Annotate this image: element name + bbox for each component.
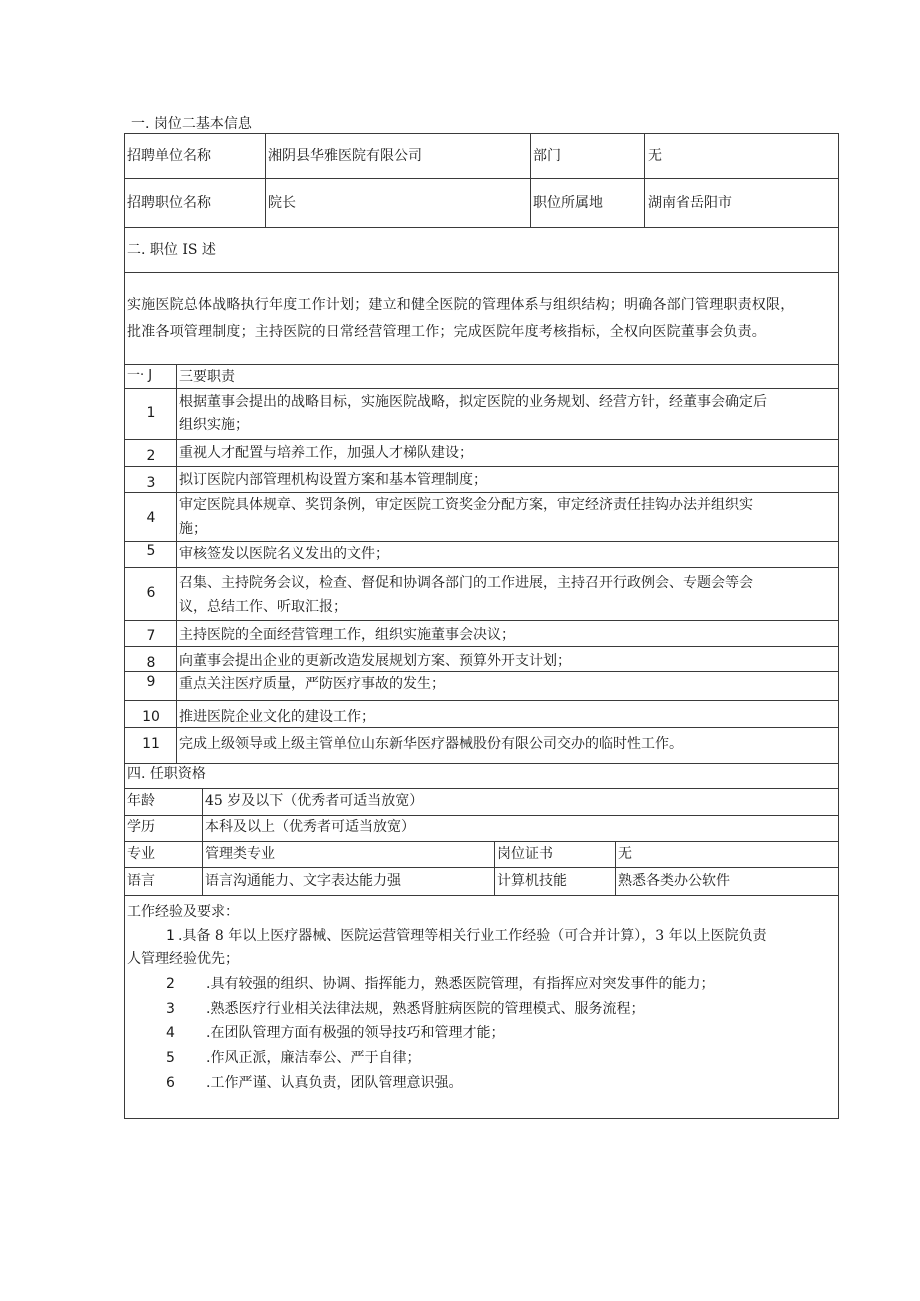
duty-text: 重点关注医疗质量，严防医疗事故的发生； [179, 676, 445, 692]
exp-number: 6 [166, 1075, 175, 1091]
qual-rule [124, 841, 839, 842]
section2-title: 二. 职位 IS 述 [127, 242, 216, 258]
duties-title: 三要职责 [179, 369, 235, 385]
job-description-line: 实施医院总体战略执行年度工作计划；建立和健全医院的管理体系与组织结构；明确各部门管理职责权限， [127, 297, 795, 313]
age-label: 年龄 [127, 793, 155, 809]
exp-text: .具有较强的组织、协调、指挥能力，熟悉医院管理，有指挥应对突发事件的能力； [206, 976, 715, 992]
qual-rule [124, 867, 839, 868]
duty-text: 审核签发以医院名义发出的文件； [179, 546, 389, 562]
duty-rule [124, 671, 839, 672]
certificate-value: 无 [618, 846, 632, 862]
computer-skill-label: 计算机技能 [497, 873, 567, 889]
duty-text-cont: 施； [179, 521, 207, 537]
duty-number-divider [176, 364, 177, 763]
major-value: 管理类专业 [205, 846, 275, 862]
education-label: 学历 [127, 819, 155, 835]
exp-text: .在团队管理方面有极强的领导技巧和管理才能； [206, 1025, 505, 1041]
duty-text: 召集、主持院务会议，检查、督促和协调各部门的工作进展，主持召开行政例会、专题会等会 [179, 575, 753, 591]
job-description [127, 292, 839, 346]
duty-number: 3 [146, 475, 156, 491]
duty-text: 拟订医院内部管理机构设置方案和基本管理制度； [179, 472, 487, 488]
duty-rule [124, 466, 839, 467]
duty-number: 7 [146, 628, 156, 644]
duty-number: 1 [146, 405, 156, 421]
education-value: 本科及以上（优秀者可适当放宽） [205, 819, 415, 835]
duty-text: 完成上级领导或上级主管单位山东新华医疗器械股份有限公司交办的临时性工作。 [179, 736, 683, 752]
unit-name-value: 湘阴县华雅医院有限公司 [268, 148, 422, 164]
duty-number: 8 [146, 655, 156, 671]
duty-number: 4 [146, 510, 156, 526]
duty-rule [124, 727, 839, 728]
duty-text-cont: 组织实施； [179, 417, 249, 433]
duty-number: 11 [142, 736, 160, 752]
exp-number: 3 [166, 1001, 175, 1017]
table-border-right [838, 133, 839, 763]
qual-divider [202, 788, 203, 895]
exp-text: .工作严谨、认真负责，团队管理意识强。 [206, 1075, 463, 1091]
qual-rule [124, 815, 839, 816]
duty-rule [124, 439, 839, 440]
duty-rule [124, 567, 839, 568]
duty-rule [124, 492, 839, 493]
qual-rule [124, 788, 839, 789]
certificate-label: 岗位证书 [497, 846, 553, 862]
duty-text: 审定医院具体规章、奖罚条例，审定医院工资奖金分配方案，审定经济责任挂钩办法并组织实 [179, 497, 753, 513]
department-value: 无 [648, 148, 662, 164]
duty-text: 推进医院企业文化的建设工作； [179, 709, 375, 725]
duty-number: 2 [146, 448, 156, 464]
department-label: 部门 [533, 148, 561, 164]
exp-number: 1 [166, 928, 175, 944]
location-value: 湖南省岳阳市 [648, 195, 732, 211]
qual-divider [615, 841, 616, 895]
table-rule [124, 272, 839, 273]
duty-text: 向董事会提出企业的更新改造发展规划方案、预算外开支计划； [179, 653, 571, 669]
table-divider [644, 133, 645, 227]
language-label: 语言 [127, 873, 155, 889]
language-value: 语言沟通能力、文字表达能力强 [205, 873, 401, 889]
qual-divider [494, 841, 495, 895]
duty-number: 6 [146, 585, 156, 601]
qual-rule [124, 1118, 839, 1119]
duty-rule [124, 388, 839, 389]
table-rule [124, 364, 839, 365]
exp-text: .作风正派，廉洁奉公、严于自律； [206, 1050, 421, 1066]
duty-rule [124, 700, 839, 701]
duty-rule [124, 646, 839, 647]
duty-number: 5 [146, 543, 156, 559]
exp-text-cont: 人管理经验优先； [127, 951, 239, 967]
duty-rule [124, 620, 839, 621]
duty-text: 根据董事会提出的战略目标，实施医院战略，拟定医院的业务规划、经营方针，经董事会确定后 [179, 394, 767, 410]
exp-text: .熟悉医疗行业相关法律法规，熟悉肾脏病医院的管理模式、服务流程； [206, 1001, 645, 1017]
duty-rule [124, 541, 839, 542]
position-name-value: 院长 [268, 195, 296, 211]
computer-skill-value: 熟悉各类办公软件 [618, 873, 730, 889]
table-divider [265, 133, 266, 227]
qual-rule [124, 895, 839, 896]
duty-text-cont: 议，总结工作、听取汇报； [179, 599, 347, 615]
duty-number: 9 [146, 674, 156, 690]
qual-border-right [838, 763, 839, 1119]
section4-title: 四. 任职资格 [127, 766, 206, 782]
exp-number: 5 [166, 1050, 175, 1066]
duty-text: 重视人才配置与培养工作，加强人才梯队建设； [179, 445, 473, 461]
table-rule [124, 178, 839, 179]
position-name-label: 招聘职位名称 [127, 195, 211, 211]
age-value: 45 岁及以下（优秀者可适当放宽） [205, 793, 424, 809]
exp-text: .具备 8 年以上医疗器械、医院运营管理等相关行业工作经验（可合并计算），3 年以上医院负责 [178, 928, 767, 944]
job-description-line: 批准各项管理制度；主持医院的日常经营管理工作；完成医院年度考核指标，全权向医院董事会负责。 [127, 324, 766, 340]
exp-number: 4 [166, 1025, 175, 1041]
duty-number: 10 [142, 709, 160, 725]
major-label: 专业 [127, 846, 155, 862]
exp-number: 2 [166, 976, 175, 992]
unit-name-label: 招聘单位名称 [127, 148, 211, 164]
section1-title: 一. 岗位二基本信息 [131, 116, 252, 132]
duty-text: 主持医院的全面经营管理工作，组织实施董事会决议； [179, 627, 515, 643]
duty-rule [124, 763, 839, 764]
table-rule [124, 227, 839, 228]
qual-border-left [124, 763, 125, 1119]
experience-title: 工作经验及要求： [127, 904, 239, 920]
location-label: 职位所属地 [533, 195, 603, 211]
duties-marker: 一· J [127, 368, 153, 383]
table-rule [124, 133, 839, 134]
table-divider [530, 133, 531, 227]
